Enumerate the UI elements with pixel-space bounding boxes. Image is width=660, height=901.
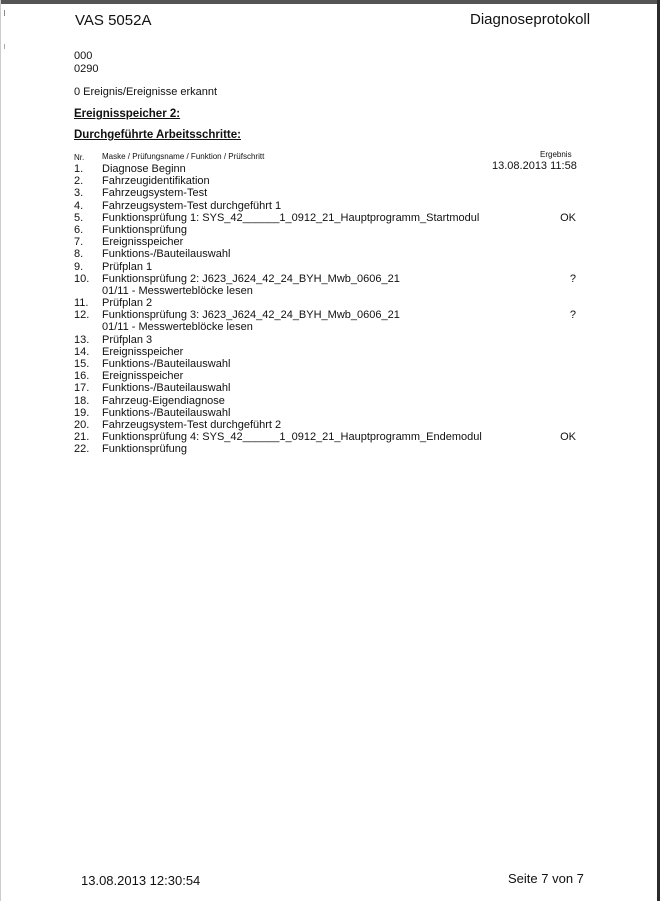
step-subline	[74, 285, 584, 297]
steps-heading: Durchgeführte Arbeitsschritte:	[74, 129, 241, 141]
step-number: 4.	[74, 199, 84, 212]
step-number: 6.	[74, 223, 84, 236]
footer-page-number: Seite 7 von 7	[508, 871, 584, 886]
step-row	[74, 175, 584, 187]
step-text: Diagnose Beginn	[102, 163, 186, 175]
column-header-mask: Maske / Prüfungsname / Funktion / Prüfschritt	[102, 152, 265, 161]
step-text: Ereignisspeicher	[102, 236, 184, 249]
step-subline	[74, 321, 584, 333]
step-text: Ereignisspeicher	[102, 370, 184, 383]
step-text: Fahrzeugidentifikation	[102, 175, 210, 188]
step-row	[74, 236, 584, 248]
step-row	[74, 346, 584, 358]
step-number: 9.	[74, 260, 84, 273]
step-subtext: 01/11 - Messwerteblöcke lesen	[102, 284, 253, 297]
step-row	[74, 248, 584, 260]
step-number: 17.	[74, 382, 90, 395]
event-memory-heading: Ereignisspeicher 2:	[74, 108, 181, 120]
step-number: 18.	[74, 394, 90, 407]
step-number: 5.	[74, 211, 84, 224]
step-text: Funktions-/Bauteilauswahl	[102, 248, 231, 261]
step-text: Fahrzeugsystem-Test	[102, 187, 208, 200]
step-number: 11.	[74, 297, 89, 310]
step-row	[74, 395, 584, 407]
step-number: 21.	[74, 431, 90, 444]
step-number: 14.	[74, 345, 90, 358]
step-result: ?	[569, 272, 576, 285]
step-result: ?	[569, 309, 576, 322]
step-row	[74, 273, 584, 285]
step-text: Funktionsprüfung	[102, 443, 187, 456]
step-row	[74, 334, 584, 346]
step-number: 3.	[74, 187, 84, 200]
step-text: Funktions-/Bauteilauswahl	[102, 382, 231, 395]
step-row	[74, 419, 584, 431]
code-line: 000	[74, 50, 93, 62]
scan-mark	[4, 44, 5, 49]
top-border	[0, 0, 660, 4]
step-text: Funktions-/Bauteilauswahl	[102, 406, 231, 419]
step-result: OK	[560, 431, 576, 444]
step-number: 16.	[74, 370, 90, 383]
step-row	[74, 297, 584, 309]
event-summary: 0 Ereignis/Ereignisse erkannt	[74, 86, 218, 98]
step-row	[74, 309, 584, 321]
document-title: Diagnoseprotokoll	[470, 11, 591, 28]
step-row	[74, 358, 584, 370]
step-row	[74, 224, 584, 236]
step-text: Fahrzeugsystem-Test durchgeführt 1	[102, 199, 282, 212]
step-number: 1.	[74, 163, 84, 175]
step-row	[74, 261, 584, 273]
code-line: 0290	[74, 63, 99, 75]
step-row	[74, 382, 584, 394]
step-text: Funktionsprüfung 2: J623_J624_42_24_BYH_Mwb_0606_21	[102, 272, 400, 285]
step-text: Prüfplan 1	[102, 260, 153, 273]
step-number: 8.	[74, 248, 84, 261]
step-number: 22.	[74, 443, 90, 456]
step-text: Prüfplan 3	[102, 333, 153, 346]
left-border	[0, 0, 1, 901]
step-subtext: 01/11 - Messwerteblöcke lesen	[102, 321, 253, 334]
step-number: 13.	[74, 333, 90, 346]
step-number: 2.	[74, 175, 84, 188]
step-text: Funktionsprüfung 3: J623_J624_42_24_BYH_Mwb_0606_21	[102, 309, 400, 322]
step-row	[74, 200, 584, 212]
scan-mark	[4, 10, 5, 16]
step-row	[74, 163, 584, 175]
step-result: OK	[560, 211, 576, 224]
step-row	[74, 407, 584, 419]
step-text: Ereignisspeicher	[102, 345, 184, 358]
steps-list	[74, 163, 584, 456]
step-text: Funktionsprüfung	[102, 223, 187, 236]
step-text: Funktions-/Bauteilauswahl	[102, 358, 231, 370]
step-text: Fahrzeug-Eigendiagnose	[102, 394, 225, 407]
step-number: 20.	[74, 418, 90, 431]
step-number: 7.	[74, 236, 84, 249]
step-text: Fahrzeugsystem-Test durchgeführt 2	[102, 418, 282, 431]
step-text: Funktionsprüfung 4: SYS_42______1_0912_21_Hauptprogramm_Endemodul	[102, 431, 482, 444]
step-row	[74, 370, 584, 382]
step-text: Funktionsprüfung 1: SYS_42______1_0912_21_Hauptprogramm_Startmodul	[102, 211, 480, 224]
step-number: 19.	[74, 406, 90, 419]
step-number: 12.	[74, 309, 90, 322]
step-number: 15.	[74, 358, 90, 370]
step-row	[74, 187, 584, 199]
step-text: Prüfplan 2	[102, 297, 153, 310]
column-header-nr: Nr.	[74, 153, 85, 162]
device-name: VAS 5052A	[75, 12, 152, 29]
step-row	[74, 431, 584, 443]
step-row	[74, 212, 584, 224]
step-number: 10.	[74, 272, 90, 285]
column-header-result: Ergebnis	[540, 150, 572, 159]
step-row	[74, 443, 584, 455]
start-timestamp: 13.08.2013 11:58	[492, 160, 577, 172]
footer-timestamp: 13.08.2013 12:30:54	[81, 873, 201, 888]
